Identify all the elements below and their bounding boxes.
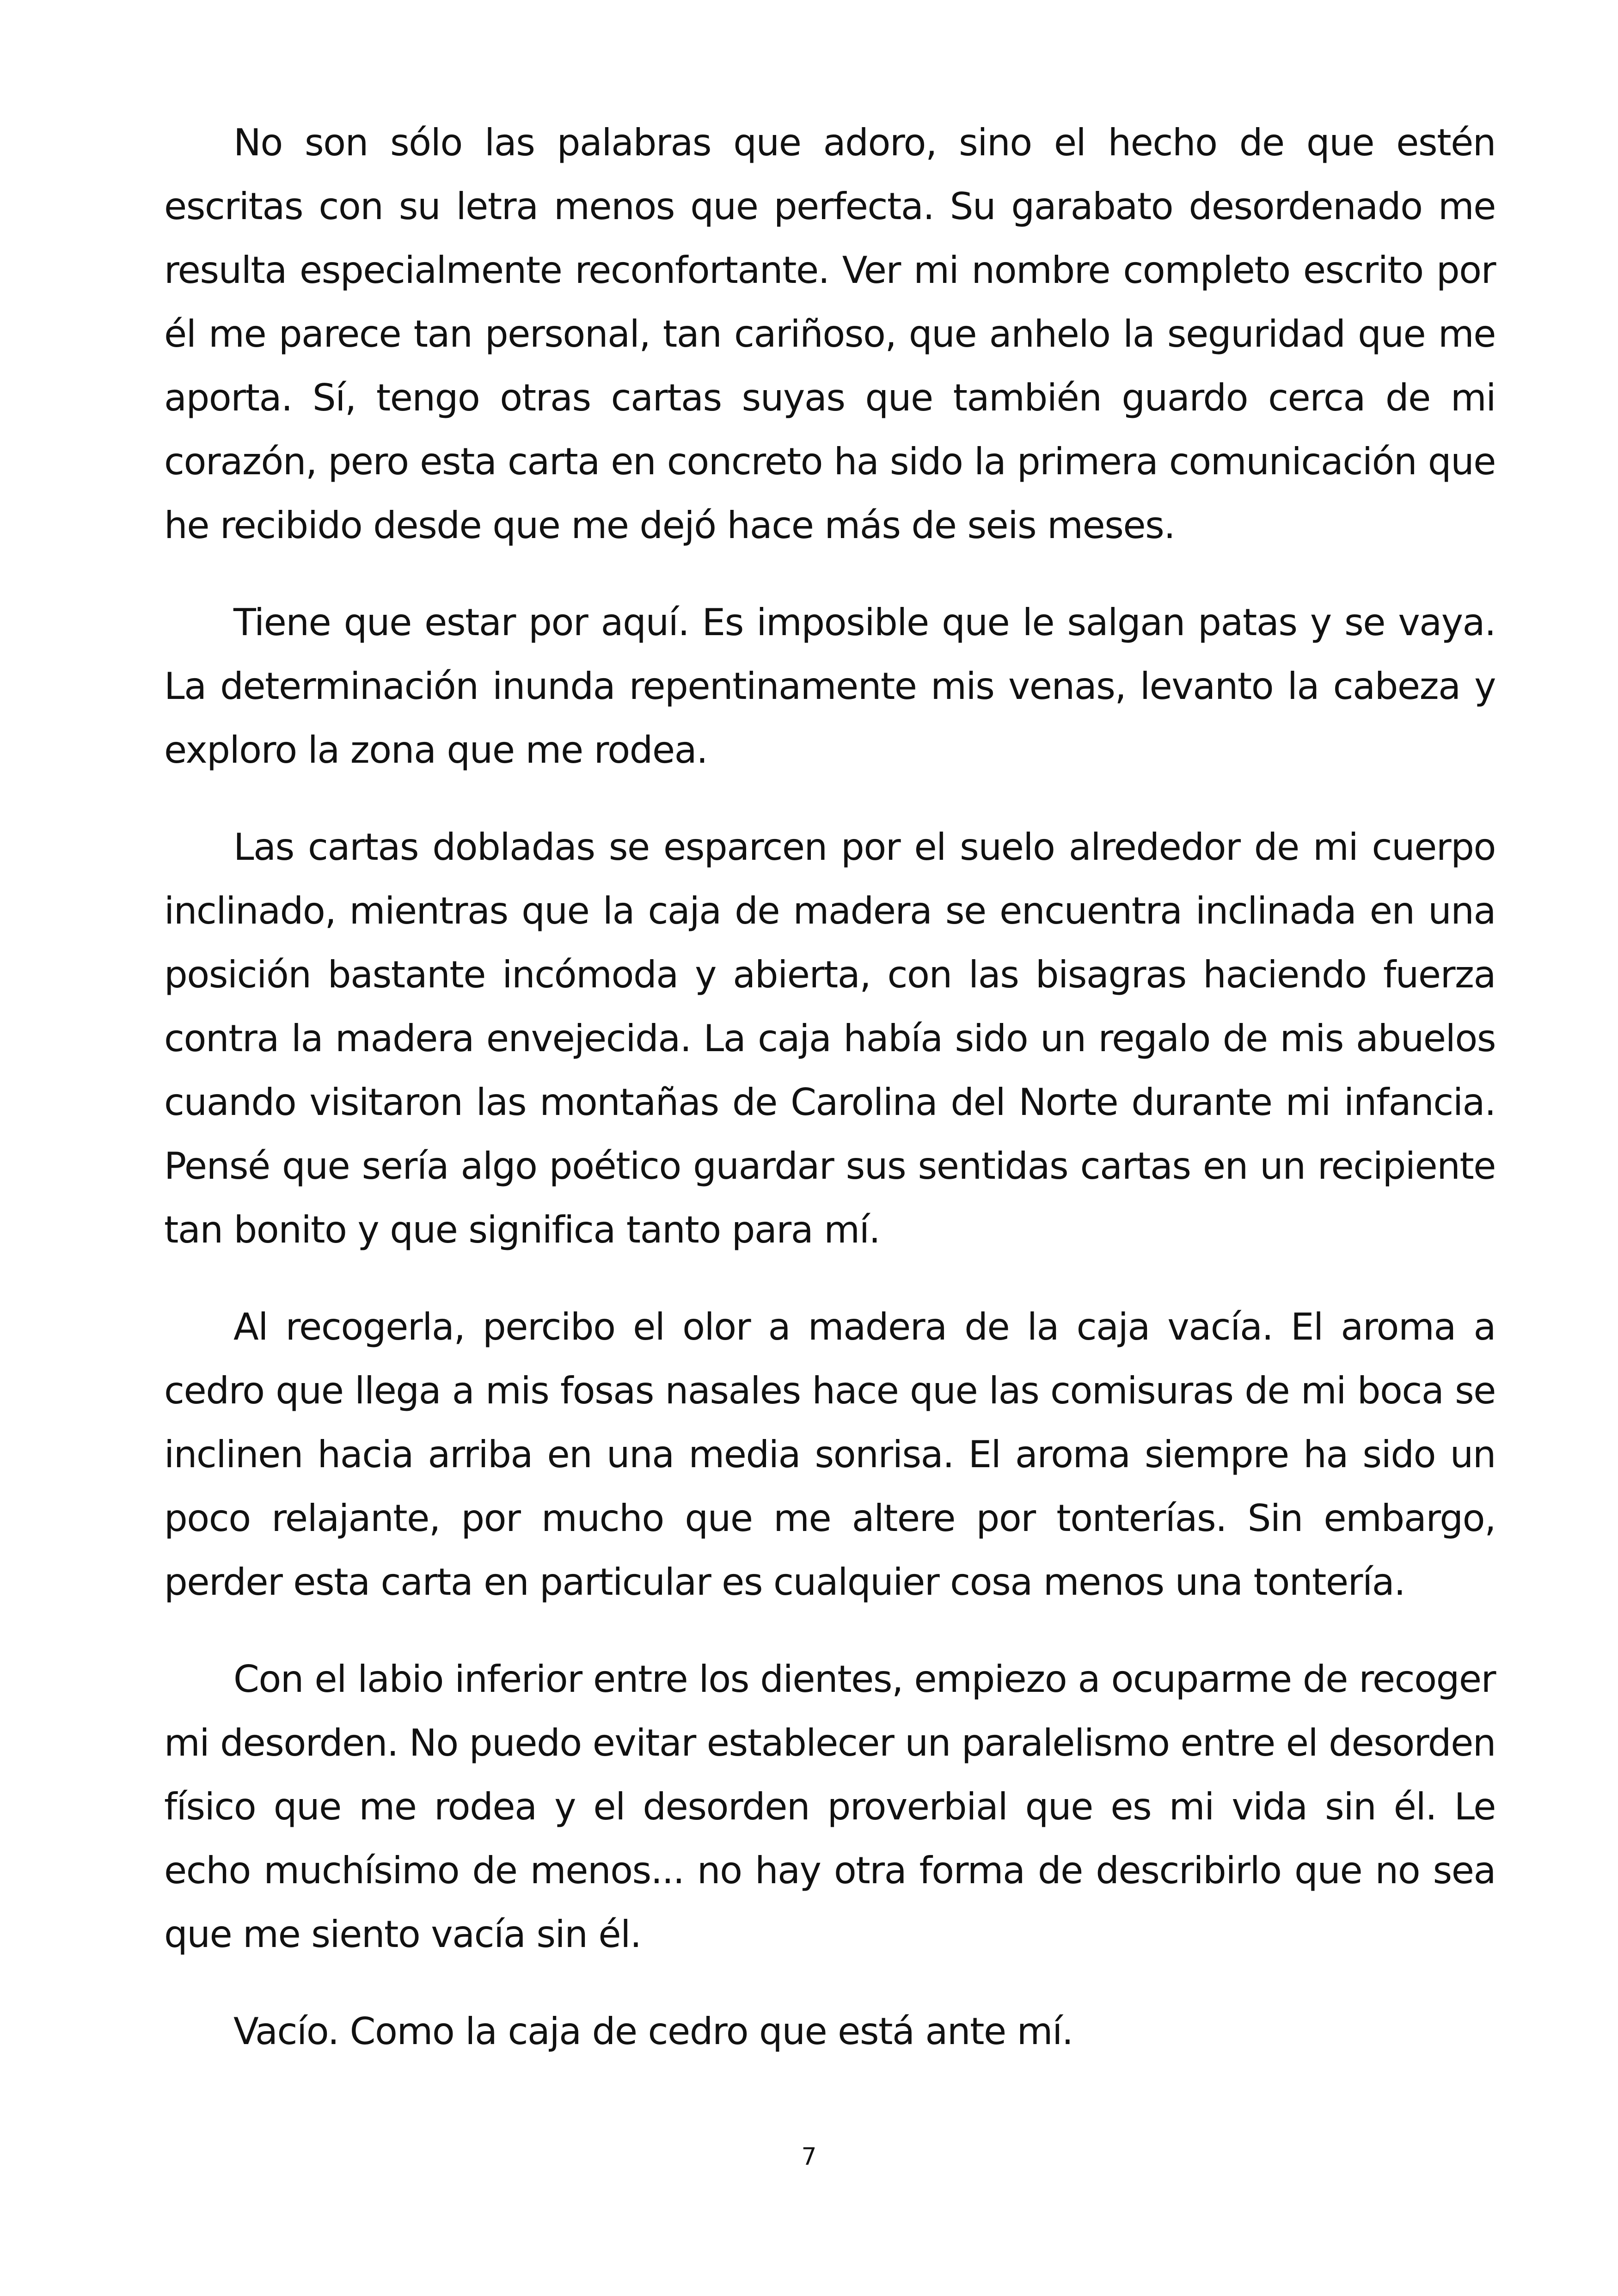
paragraph-3: Las cartas dobladas se esparcen por el suelo alrededor de mi cuerpo inclinado, mientras que la caja de madera se encuentra inclinada en una posición bastante incómoda y abierta, con las bisagras haciendo fuerza contra la madera envejecida. La caja había sido un regalo de mis abuelos cuando visitaron las montañas de Carolina del Norte durante mi infancia. Pensé que sería algo poético guardar sus sentidas cartas en un recipiente tan bonito y que significa tanto para mí. (164, 826, 1495, 1251)
page-number: 7 (801, 2143, 817, 2171)
paragraph-1: No son sólo las palabras que adoro, sino el hecho de que estén escritas con su letra menos que perfecta. Su garabato desordenado me resulta especialmente reconfortante. Ver mi nombre completo escrito por él me parece tan personal, tan cariñoso, que anhelo la seguridad que me aporta. Sí, tengo otras cartas suyas que también guardo cerca de mi corazón, pero esta carta en concreto ha sido la primera comunicación que he recibido desde que me dejó hace más de seis meses. (164, 121, 1495, 547)
paragraph-5: Con el labio inferior entre los dientes, empiezo a ocuparme de recoger mi desorden. No puedo evitar establecer un paralelismo entre el desorden físico que me rodea y el desorden proverbial que es mi vida sin él. Le echo muchísimo de menos... no hay otra forma de describirlo que no sea que me siento vacía sin él. (164, 1658, 1495, 1956)
body-text (164, 111, 1495, 2097)
paragraph-2: Tiene que estar por aquí. Es imposible que le salgan patas y se vaya. La determinación inunda repentinamente mis venas, levanto la cabeza y exploro la zona que me rodea. (164, 601, 1495, 771)
paragraph-4: Al recogerla, percibo el olor a madera de la caja vacía. El aroma a cedro que llega a mis fosas nasales hace que las comisuras de mi boca se inclinen hacia arriba en una media sonrisa. El aroma siempre ha sido un poco relajante, por mucho que me altere por tonterías. Sin embargo, perder esta carta en particular es cualquier cosa menos una tontería. (164, 1305, 1495, 1604)
paragraph-6: Vacío. Como la caja de cedro que está ante mí. (233, 2010, 1073, 2053)
